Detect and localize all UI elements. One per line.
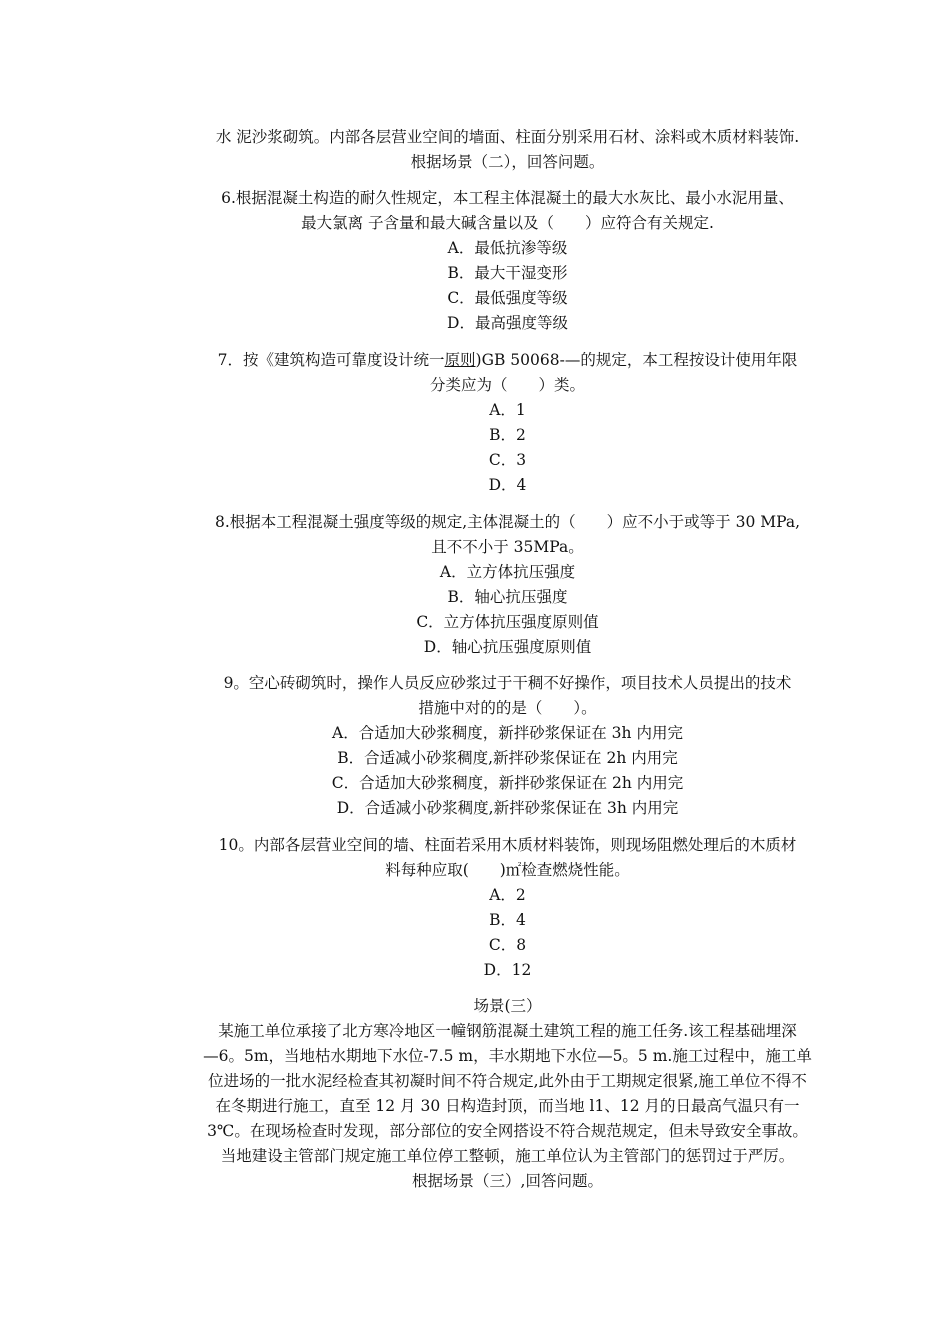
scene-3-paragraph-line: 当地建设主管部门规定施工单位停工整顿，施工单位认为主管部门的惩罚过于严厉。 [220,1147,795,1165]
scene-3-paragraph-line: —6。5m，当地枯水期地下水位-7.5 m，丰水期地下水位—5。5 m.施工过程中，施工单 [203,1047,812,1065]
question-8-option-c: C．立方体抗压强度原则值 [416,613,599,631]
question-8-text: 8.根据本工程混凝土强度等级的规定,主体混凝土的（ ）应不小于或等于 30 MPa, [214,513,801,531]
question-7-option-c: C．3 [488,451,527,469]
question-9-option-a: A．合适加大砂浆稠度，新拌砂浆保证在 3h 内用完 [332,724,683,742]
question-6-option-d: D．最高强度等级 [447,314,568,332]
scene-3-paragraph-line: 在冬期进行施工，直至 12 月 30 日构造封顶，而当地 l1、12 月的日最高气温只有一 [215,1097,800,1115]
question-9-text: 9。空心砖砌筑时，操作人员反应砂浆过于干稠不好操作，项目技术人员提出的技术 [223,674,792,692]
question-7-option-d: D．4 [488,476,527,494]
intro-line: 水 泥沙浆砌筑。内部各层营业空间的墙面、柱面分别采用石材、涂料或木质材料装饰. [215,128,800,146]
question-10-option-d: D．12 [483,961,532,979]
scene-3-paragraph-line: 某施工单位承接了北方寒冷地区一幢钢筋混凝土建筑工程的施工任务.该工程基础埋深 [218,1022,797,1040]
question-6-option-a: A．最低抗渗等级 [447,239,568,257]
scene-3-instruction: 根据场景（三）,回答问题。 [412,1172,603,1190]
question-7-text-post: )GB 50068-—的规定，本工程按设计使用年限 [475,351,798,369]
question-6-text-cont: 最大氯离 子含量和最大碱含量以及（ ）应符合有关规定. [301,214,714,232]
question-7-text-cont: 分类应为（ ）类。 [429,376,585,394]
question-10-option-b: B．4 [489,911,526,929]
question-6-text: 6.根据混凝土构造的耐久性规定，本工程主体混凝土的最大水灰比、最小水泥用量、 [221,189,794,207]
question-9-option-b: B．合适减小砂浆稠度,新拌砂浆保证在 2h 内用完 [337,749,678,767]
question-10-option-a: A．2 [489,886,526,904]
question-8-option-d: D．轴心抗压强度原则值 [423,638,592,656]
question-9-option-d: D．合适减小砂浆稠度,新拌砂浆保证在 3h 内用完 [336,799,679,817]
question-9-option-c: C．合适加大砂浆稠度，新拌砂浆保证在 2h 内用完 [331,774,684,792]
question-7-underlined-term: 原则 [444,351,476,369]
question-6-option-b: B．最大干湿变形 [447,264,568,282]
intro-instruction: 根据场景（二），回答问题。 [410,153,605,171]
question-7-text-pre: 7．按《建筑构造可靠度设计统一 [217,351,445,369]
scene-3-paragraph-line: 3℃。在现场检查时发现，部分部位的安全网搭设不符合规范规定，但未导致安全事故。 [207,1122,808,1140]
question-10-option-c: C．8 [488,936,527,954]
scene-3-paragraph-line: 位进场的一批水泥经检查其初凝时间不符合规定,此外由于工期规定很紧,施工单位不得不 [208,1072,807,1090]
scene-3-title: 场景(三） [473,997,542,1015]
question-10-text-cont: 料每种应取( )㎡检查燃烧性能。 [385,861,630,879]
question-7-option-a: A．1 [489,401,526,419]
question-7-option-b: B．2 [489,426,526,444]
question-6-option-c: C．最低强度等级 [447,289,568,307]
question-8-option-b: B．轴心抗压强度 [447,588,568,606]
question-8-text-cont: 且不不小于 35MPa。 [431,538,584,556]
question-8-option-a: A．立方体抗压强度 [439,563,576,581]
question-7-text [140,348,875,373]
question-10-text: 10。内部各层营业空间的墙、柱面若采用木质材料装饰，则现场阻燃处理后的木质材 [218,836,797,854]
question-9-text-cont: 措施中对的的是（ ）。 [418,699,597,717]
